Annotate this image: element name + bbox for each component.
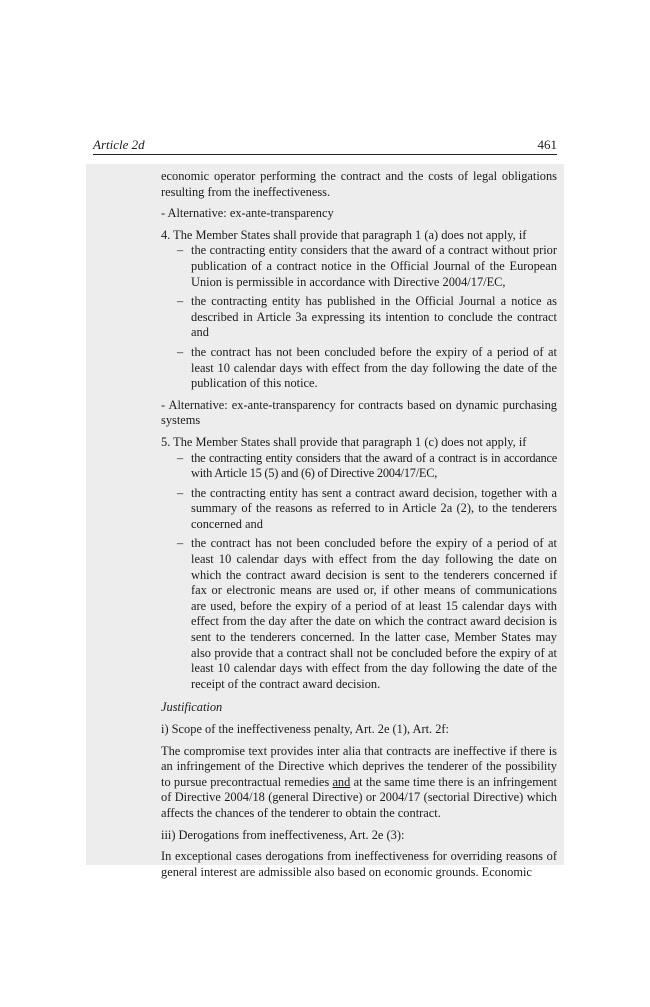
list-item: – the contract has not been concluded before the expiry of a period of at least 10 calendar days with effect from the day following the date of the publication of this notice. <box>177 344 557 391</box>
compromise-paragraph: The compromise text provides inter alia that contracts are ineffective if there is an infringement of the Directive which deprives the tenderer of the possibility to pursue precontractual remedies and at the same time there is an infringement of Directive 2004/18 (general Directive) or 2004/17 (sectorial Directive) which affects the chances of the tenderer to obtain the contract. <box>161 743 557 820</box>
derogations-heading: iii) Derogations from ineffectiveness, Art. 2e (3): <box>161 827 405 842</box>
list-item: – the contract has not been concluded before the expiry of a period of at least 10 calendar days with effect from the day following the date on which the contract award decision is sent to the tenderers concerned if fax or electronic means are used or, if other means of communications are used, before the expiry of a period of at least 15 calendar days with effect from the day after the date on which the contract award decision is sent to the tenderers concerned. In the latter case, Member States may also provide that a contract shall not be concluded before the expiry of at least 10 calendar days with effect from the day following the date of the receipt of the contract award decision. <box>177 536 557 691</box>
continued-paragraph: economic operator performing the contract and the costs of legal obligations resulting from the ineffectiveness. <box>161 169 557 199</box>
alternative-heading-1: - Alternative: ex-ante-transparency <box>161 206 334 221</box>
article-body <box>161 169 557 886</box>
underlined-and: and <box>332 774 351 789</box>
alternative-heading-2: - Alternative: ex-ante-transparency for contracts based on dynamic purchasing systems <box>161 397 557 428</box>
derogations-paragraph: In exceptional cases derogations from ineffectiveness for overriding reasons of general interest are admissible also based on economic grounds. Economic <box>161 849 557 879</box>
list-item: – the contracting entity considers that the award of a contract without prior publication of a contract notice in the Official Journal of the European Union is permissible in accordance with Directive 2004/17/EC, <box>177 243 557 289</box>
page-number: 461 <box>537 137 557 152</box>
running-header <box>93 137 557 155</box>
list-item: – the contracting entity considers that the award of a contract is in accordance with Article 15 (5) and (6) of Directive 2004/17/EC, <box>177 450 557 481</box>
paragraph-5-intro: 5. The Member States shall provide that paragraph 1 (c) does not apply, if <box>161 434 527 449</box>
list-item: – the contracting entity has sent a contract award decision, together with a summary of the reasons as referred to in Article 2a (2), to the tenderers concerned and <box>177 485 557 531</box>
justification-heading: Justification <box>161 700 223 715</box>
paragraph-4-intro: 4. The Member States shall provide that paragraph 1 (a) does not apply, if <box>161 227 527 242</box>
paragraph-5-list <box>161 451 557 693</box>
list-item: – the contracting entity has published in the Official Journal a notice as described in Article 3a expressing its intention to conclude the contract and <box>177 294 557 340</box>
paragraph-4-list <box>161 243 557 391</box>
header-article-title: Article 2d <box>93 137 145 152</box>
scope-heading: i) Scope of the ineffectiveness penalty, Art. 2e (1), Art. 2f: <box>161 722 449 736</box>
